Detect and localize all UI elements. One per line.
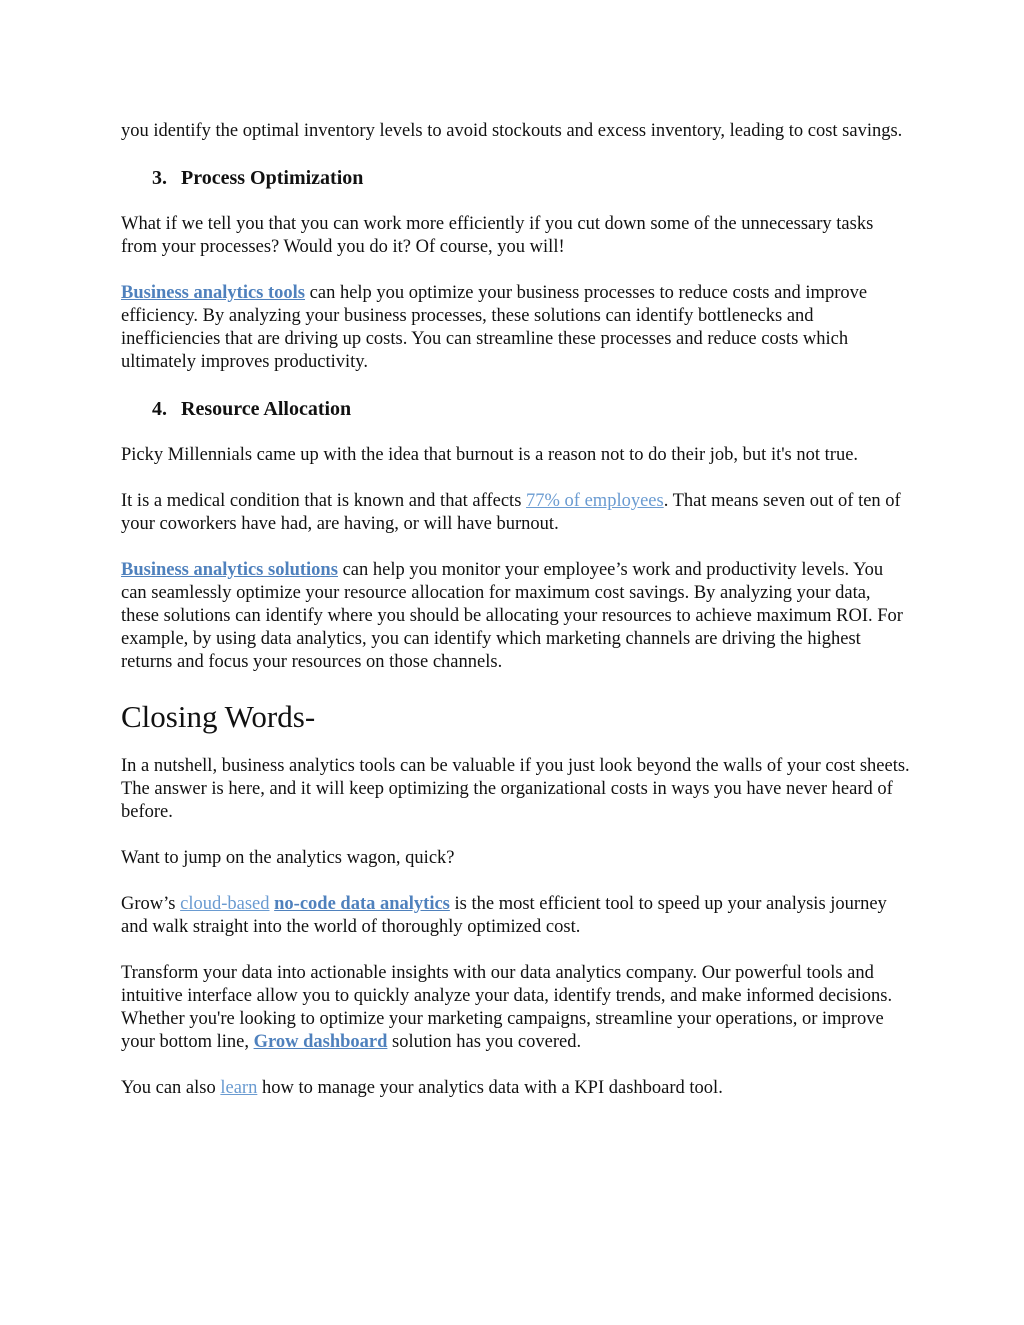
section-heading-resource-allocation	[121, 397, 911, 421]
document-page	[121, 120, 911, 1123]
process-optimization-paragraph-1: What if we tell you that you can work more efficiently if you cut down some of the unnecessary tasks from your processes? Would you do it? Of course, you will!	[121, 214, 874, 257]
section-heading-process-optimization	[121, 166, 911, 190]
closing-paragraph-4	[121, 962, 911, 1054]
paragraph-text: can help you monitor your employee’s work and productivity levels. You can seamlessly optimize your resource allocation for maximum cost savings. By analyzing your data, these solutions can identify where you should be allocating your resources to achieve maximum ROI. For example, by using data analytics, you can identify which marketing channels are driving the highest returns and focus your resources on those channels.	[121, 560, 903, 672]
section-number: 4.	[152, 398, 167, 420]
resource-allocation-paragraph-3	[121, 559, 911, 674]
grow-dashboard-link[interactable]: Grow dashboard	[253, 1032, 388, 1052]
business-analytics-tools-link[interactable]: Business analytics tools	[121, 283, 306, 303]
resource-allocation-paragraph-1: Picky Millennials came up with the idea that burnout is a reason not to do their job, but it's not true.	[121, 445, 859, 465]
paragraph-text: can help you optimize your business processes to reduce costs and improve efficiency. By analyzing your business processes, these solutions can identify bottlenecks and inefficiencies that are driving up costs. You can streamline these processes and reduce costs which ultimately improves productivity.	[121, 283, 868, 372]
learn-link[interactable]: learn	[220, 1078, 258, 1098]
section-title: Process Optimization	[181, 167, 364, 189]
paragraph-text: . That means seven out of ten of your coworkers have had, are having, or will have burnout.	[121, 491, 901, 534]
business-analytics-solutions-link[interactable]: Business analytics solutions	[121, 560, 338, 580]
paragraph-text: Transform your data into actionable insights with our data analytics company. Our powerful tools and intuitive interface allow you to quickly analyze your data, identify trends, and make informed decisions. Whether you're looking to optimize your marketing campaigns, streamline your operations, or improve your bottom line,	[121, 963, 893, 1052]
section-number: 3.	[152, 167, 167, 189]
closing-paragraph-5	[121, 1077, 911, 1100]
closing-paragraph-1: In a nutshell, business analytics tools can be valuable if you just look beyond the walls of your cost sheets. The answer is here, and it will keep optimizing the organizational costs in ways you have never heard of before.	[121, 756, 910, 822]
cloud-based-link[interactable]: cloud-based	[180, 894, 270, 914]
closing-paragraph-3	[121, 893, 911, 939]
no-code-data-analytics-link[interactable]: no-code data analytics	[274, 894, 450, 914]
paragraph-text: Grow’s	[121, 894, 181, 914]
closing-words-heading: Closing Words-	[121, 699, 316, 734]
section-title: Resource Allocation	[181, 398, 352, 420]
paragraph-text: You can also	[121, 1078, 221, 1098]
process-optimization-paragraph-2	[121, 282, 911, 374]
employees-statistic-link[interactable]: 77% of employees	[526, 491, 664, 511]
closing-paragraph-2: Want to jump on the analytics wagon, quick?	[121, 848, 455, 868]
intro-continuation-paragraph: you identify the optimal inventory levels to avoid stockouts and excess inventory, leading to cost savings.	[121, 121, 903, 141]
paragraph-text: is the most efficient tool to speed up your analysis journey and walk straight into the world of thoroughly optimized cost.	[121, 894, 887, 937]
paragraph-text: how to manage your analytics data with a KPI dashboard tool.	[257, 1078, 723, 1098]
resource-allocation-paragraph-2	[121, 490, 911, 536]
paragraph-text: solution has you covered.	[387, 1032, 582, 1052]
paragraph-text: It is a medical condition that is known and that affects	[121, 491, 527, 511]
